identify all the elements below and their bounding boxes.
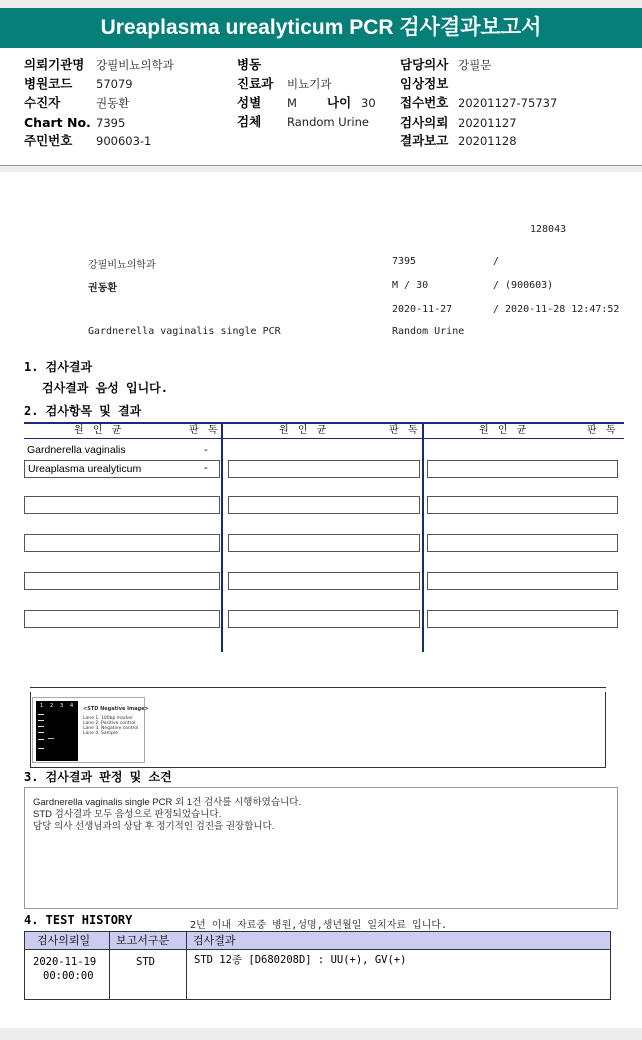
print-chart: 7395 [392,256,417,267]
header-report-date: 결과보고 20201128 [400,133,517,148]
table-row: Ureaplasma urealyticum [24,460,220,478]
header-ssn: 주민번호 900603-1 [24,133,152,148]
print-test-name: Gardnerella vaginalis single PCR [88,326,281,337]
history-header-type: 보고서구분 [116,934,170,947]
col-header-judge: 판 독 [587,425,619,436]
gel-electrophoresis-image: 1 2 3 4 <STD Negative Image> Lane 1. 100bp marker Lane 2. Positive control Lane 3. Negative control Lane 4. Sample [32,697,145,763]
print-specimen: Random Urine [392,326,465,337]
header-hospital-code: 병원코드 57079 [24,76,133,91]
header-ward: 병동 [237,57,262,72]
opinion-line: STD 검사결과 모두 음성으로 판정되었습니다. [33,809,222,820]
col-header-pathogen: 원 인 균 [479,425,530,436]
header-specimen: 검체 Random Urine [237,114,369,129]
empty-cell [228,460,420,478]
result-value: - [204,444,208,456]
result-value: - [204,462,208,474]
section-3-title: 3. 검사결과 판정 및 소견 [24,770,172,784]
table-row: Gardnerella vaginalis [27,444,126,456]
header-department: 진료과 비뇨기과 [237,76,332,91]
print-ssn: / (900603) [493,280,554,291]
section-1-title: 1. 검사결과 [24,360,93,374]
empty-cell [427,610,618,628]
print-date-report: / 2020-11-28 12:47:52 [493,304,620,315]
header-sex: 성별 M [237,95,297,110]
empty-cell [24,610,220,628]
empty-cell [427,534,618,552]
header-receipt-no: 접수번호 20201127-75737 [400,95,558,110]
opinion-line: Gardnerella vaginalis single PCR 외 1건 검사를 시행하였습니다. [33,797,302,808]
section-1-text: 검사결과 음성 입니다. [42,381,169,395]
print-slash: / [493,256,500,267]
history-type: STD [136,956,155,968]
header-doctor: 담당의사 강필문 [400,57,492,72]
empty-cell [24,534,220,552]
empty-cell [427,460,618,478]
empty-cell [228,496,420,514]
history-note: 2년 이내 자료중 병원,성명,생년월일 일치자료 입니다. [190,920,448,931]
report-paper [0,172,642,1028]
col-header-judge: 판 독 [189,425,221,436]
header-clinical-info: 임상정보 [400,76,449,91]
col-header-judge: 판 독 [389,425,421,436]
print-date-request: 2020-11-27 [392,304,453,315]
opinion-box [24,787,618,909]
pathogen-table [24,422,624,652]
history-time: 00:00:00 [43,970,94,982]
print-sex-age: M / 30 [392,280,429,291]
patient-header [0,48,642,166]
header-hospital: 의뢰기관명 강필비뇨의학과 [24,57,174,72]
section-2-title: 2. 검사항목 및 결과 [24,404,142,418]
history-header-result: 검사결과 [193,934,236,947]
empty-cell [427,572,618,590]
header-request-date: 검사의뢰 20201127 [400,115,517,130]
history-result: STD 12종 [D680208D] : UU(+), GV(+) [194,954,407,966]
print-patient: 권동환 [88,283,117,294]
header-age: 나이 30 [327,95,376,110]
header-chart-no: Chart No. 7395 [24,115,126,130]
col-header-pathogen: 원 인 균 [279,425,330,436]
empty-cell [228,610,420,628]
print-hospital: 강필비뇨의학과 [88,260,156,271]
history-table [24,931,611,1000]
empty-cell [228,534,420,552]
empty-cell [228,572,420,590]
print-code: 128043 [530,224,567,235]
header-patient: 수진자 권동환 [24,95,130,110]
col-header-pathogen: 원 인 균 [74,425,125,436]
section-4-title: 4. TEST HISTORY [24,913,133,927]
empty-cell [24,496,220,514]
empty-cell [427,496,618,514]
history-date: 2020-11-19 [33,956,97,968]
history-header-date: 검사의뢰일 [37,934,91,947]
empty-cell [24,572,220,590]
report-title: Ureaplasma urealyticum PCR 검사결과보고서 [0,8,642,48]
opinion-line: 담당 의사 선생님과의 상담 후 정기적인 검진을 권장합니다. [33,821,275,832]
